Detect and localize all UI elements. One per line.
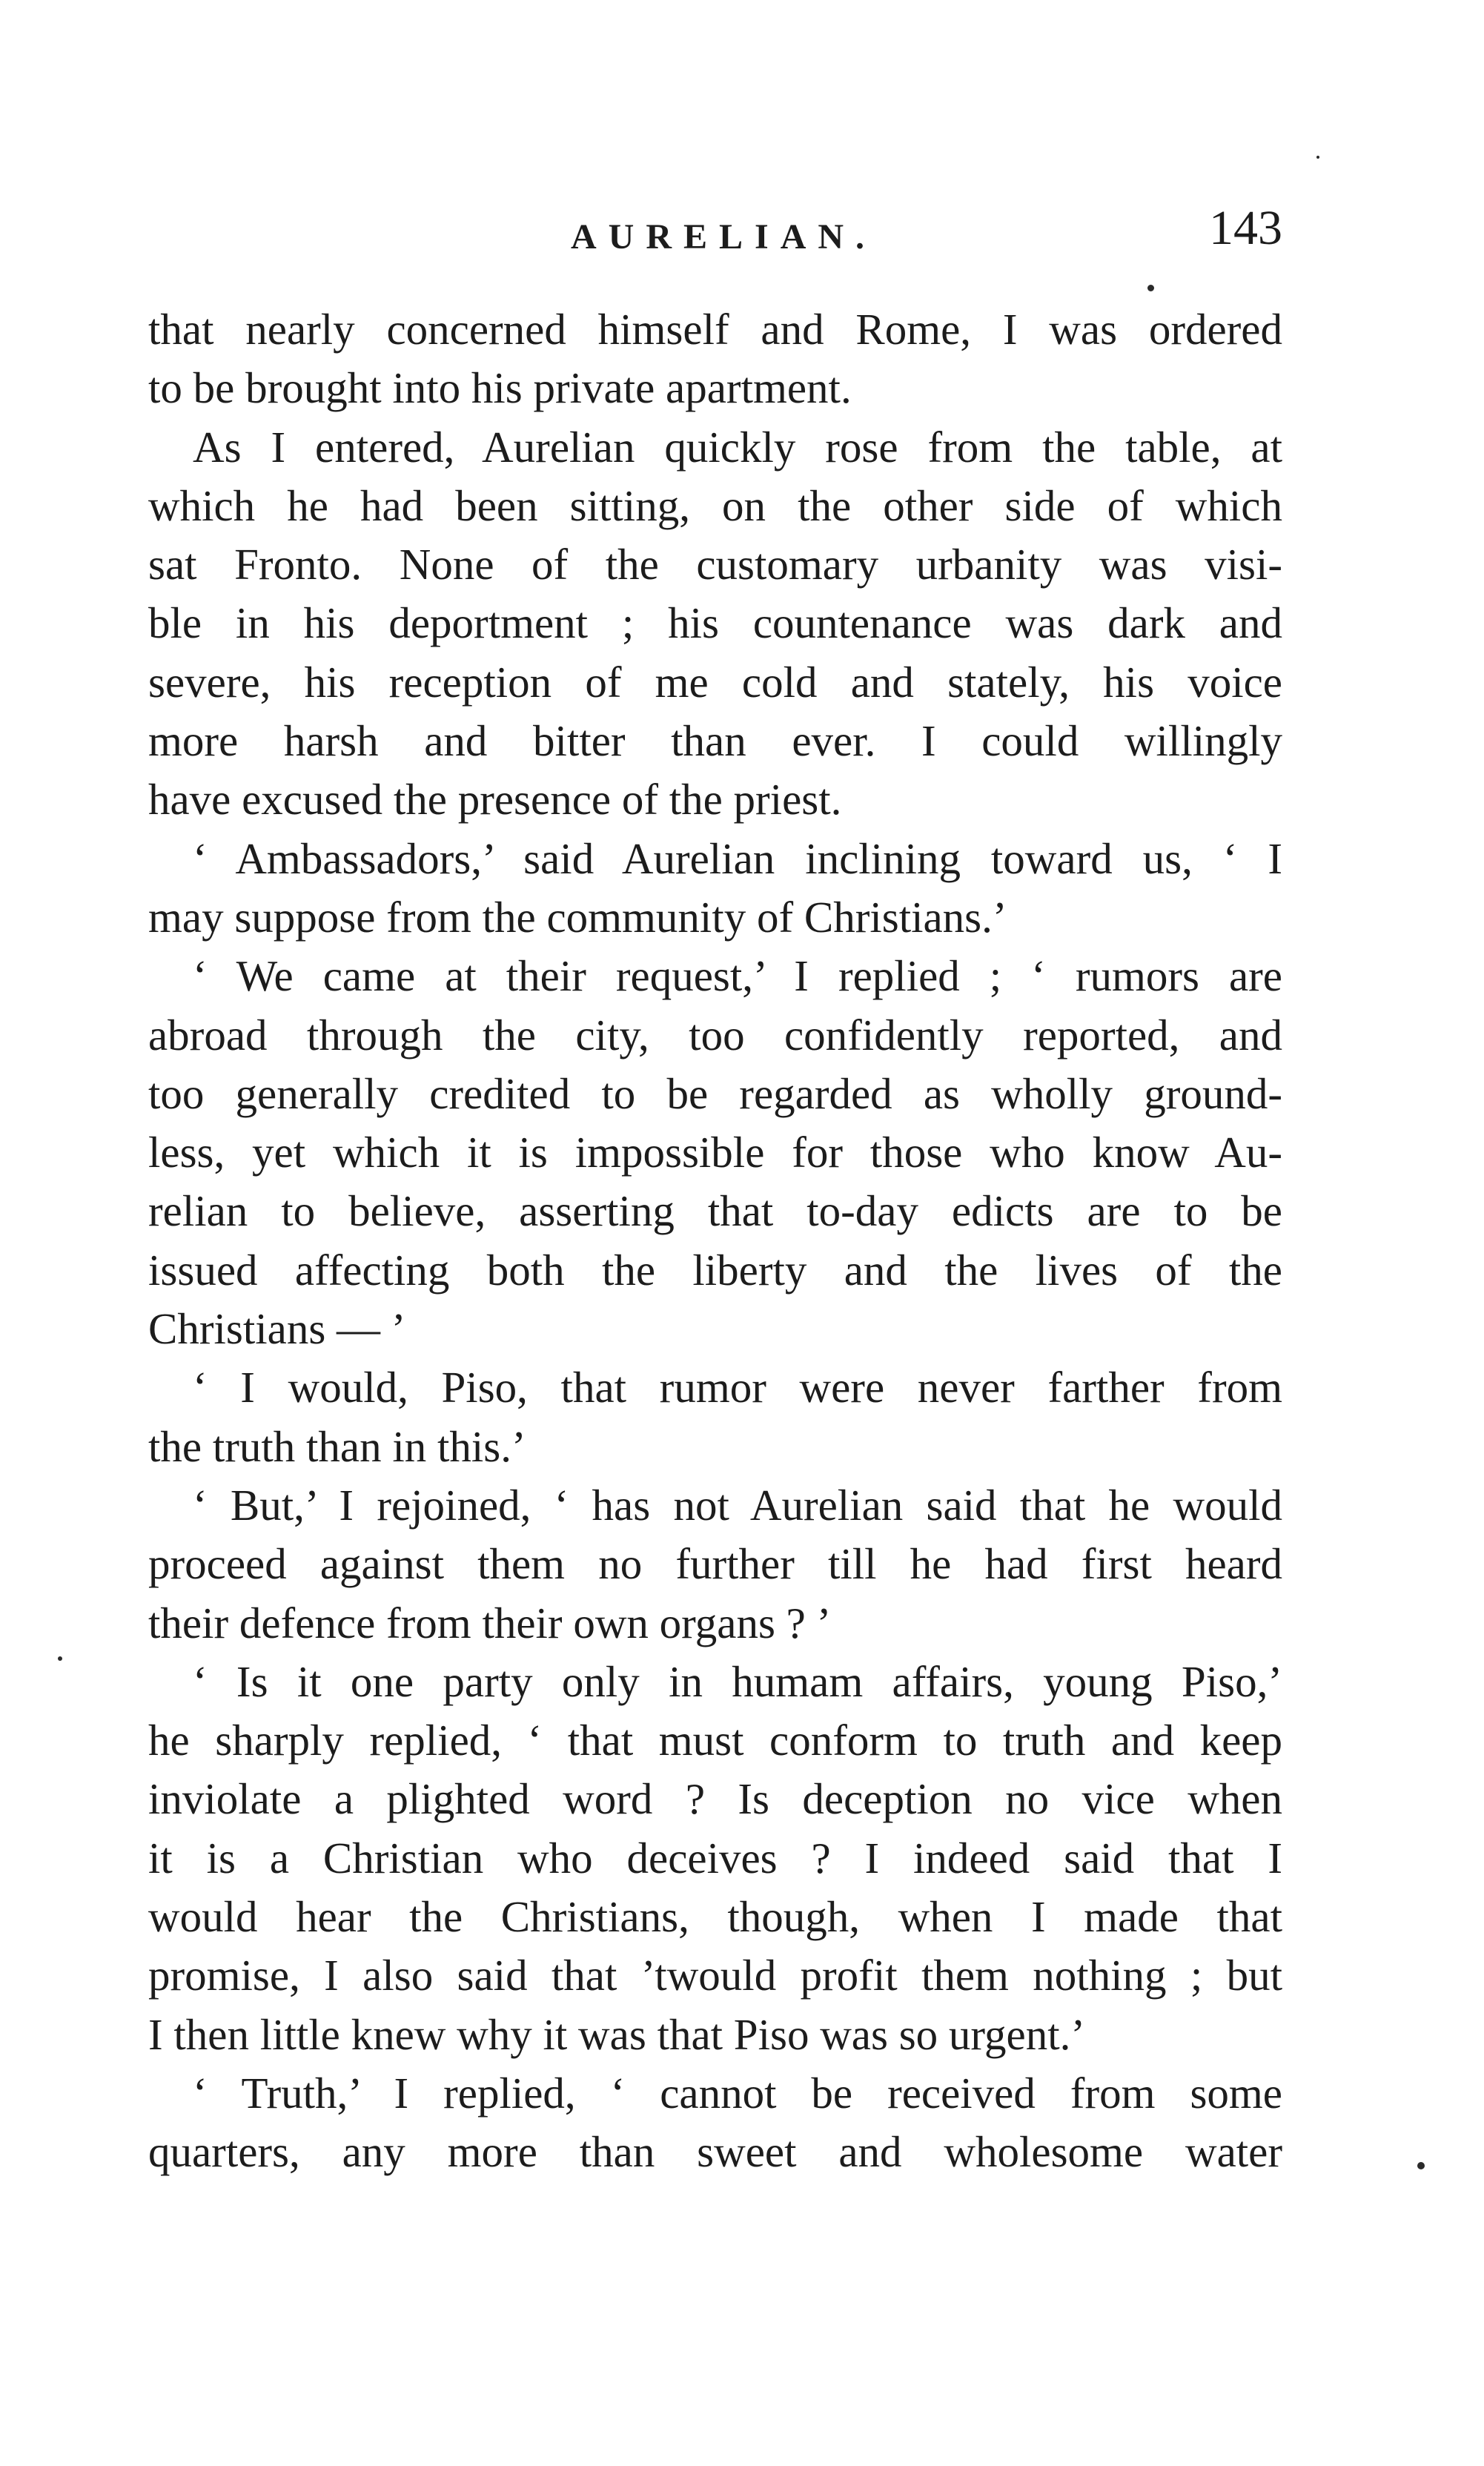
body-text	[148, 300, 1282, 2182]
text-line: ble in his deportment ; his countenance was dark and	[148, 598, 1282, 648]
text-line: severe, his reception of me cold and stately, his voice	[148, 657, 1282, 707]
text-line: the truth than in this.’	[148, 1421, 526, 1471]
ink-speck	[1417, 2162, 1425, 2169]
text-line: may suppose from the community of Christians.’	[148, 892, 1007, 942]
text-line: more harsh and bitter than ever. I could willingly	[148, 716, 1282, 766]
text-line: too generally credited to be regarded as wholly ground-	[148, 1068, 1282, 1118]
ink-speck	[1316, 156, 1319, 159]
text-line: Christians — ’	[148, 1304, 406, 1354]
text-line: to be brought into his private apartment.	[148, 363, 852, 413]
text-line: that nearly concerned himself and Rome, I was ordered	[148, 305, 1282, 354]
text-line: issued affecting both the liberty and the lives of the	[148, 1245, 1282, 1295]
text-line: ‘ But,’ I rejoined, ‘ has not Aurelian said that he would	[193, 1480, 1282, 1530]
text-line: inviolate a plighted word ? Is deception no vice when	[148, 1774, 1282, 1824]
ink-speck	[1147, 285, 1154, 291]
running-title: AURELIAN.	[571, 217, 877, 257]
text-line: I then little knew why it was that Piso was so urgent.’	[148, 2009, 1085, 2059]
text-line: proceed against them no further till he had first heard	[148, 1539, 1282, 1589]
text-line: quarters, any more than sweet and wholesome water	[148, 2127, 1282, 2177]
page-number: 143	[1209, 201, 1282, 255]
text-line: ‘ We came at their request,’ I replied ; ‘ rumors are	[193, 951, 1282, 1001]
text-line: ‘ I would, Piso, that rumor were never farther from	[193, 1363, 1282, 1412]
text-line: it is a Christian who deceives ? I indeed said that I	[148, 1833, 1282, 1882]
text-line: which he had been sitting, on the other side of which	[148, 480, 1282, 530]
text-line: abroad through the city, too confidently reported, and	[148, 1010, 1282, 1060]
text-line: ‘ Ambassadors,’ said Aurelian inclining toward us, ‘ I	[193, 833, 1282, 883]
text-line: relian to believe, asserting that to-day edicts are to be	[148, 1186, 1282, 1236]
text-line: he sharply replied, ‘ that must conform to truth and keep	[148, 1716, 1282, 1765]
text-line: As I entered, Aurelian quickly rose from the table, at	[193, 422, 1282, 472]
ink-speck	[58, 1656, 62, 1661]
text-line: have excused the presence of the priest.	[148, 775, 842, 824]
text-line: ‘ Is it one party only in humam affairs, young Piso,’	[193, 1656, 1282, 1706]
text-line: sat Fronto. None of the customary urbanity was visi-	[148, 540, 1282, 589]
text-line: their defence from their own organs ? ’	[148, 1598, 832, 1647]
text-line: would hear the Christians, though, when I made that	[148, 1892, 1282, 1942]
text-line: ‘ Truth,’ I replied, ‘ cannot be received from some	[193, 2068, 1282, 2118]
text-line: less, yet which it is impossible for those who know Au-	[148, 1128, 1282, 1177]
text-line: promise, I also said that ’twould profit them nothing ; but	[148, 1951, 1282, 2000]
running-head	[148, 199, 1282, 273]
